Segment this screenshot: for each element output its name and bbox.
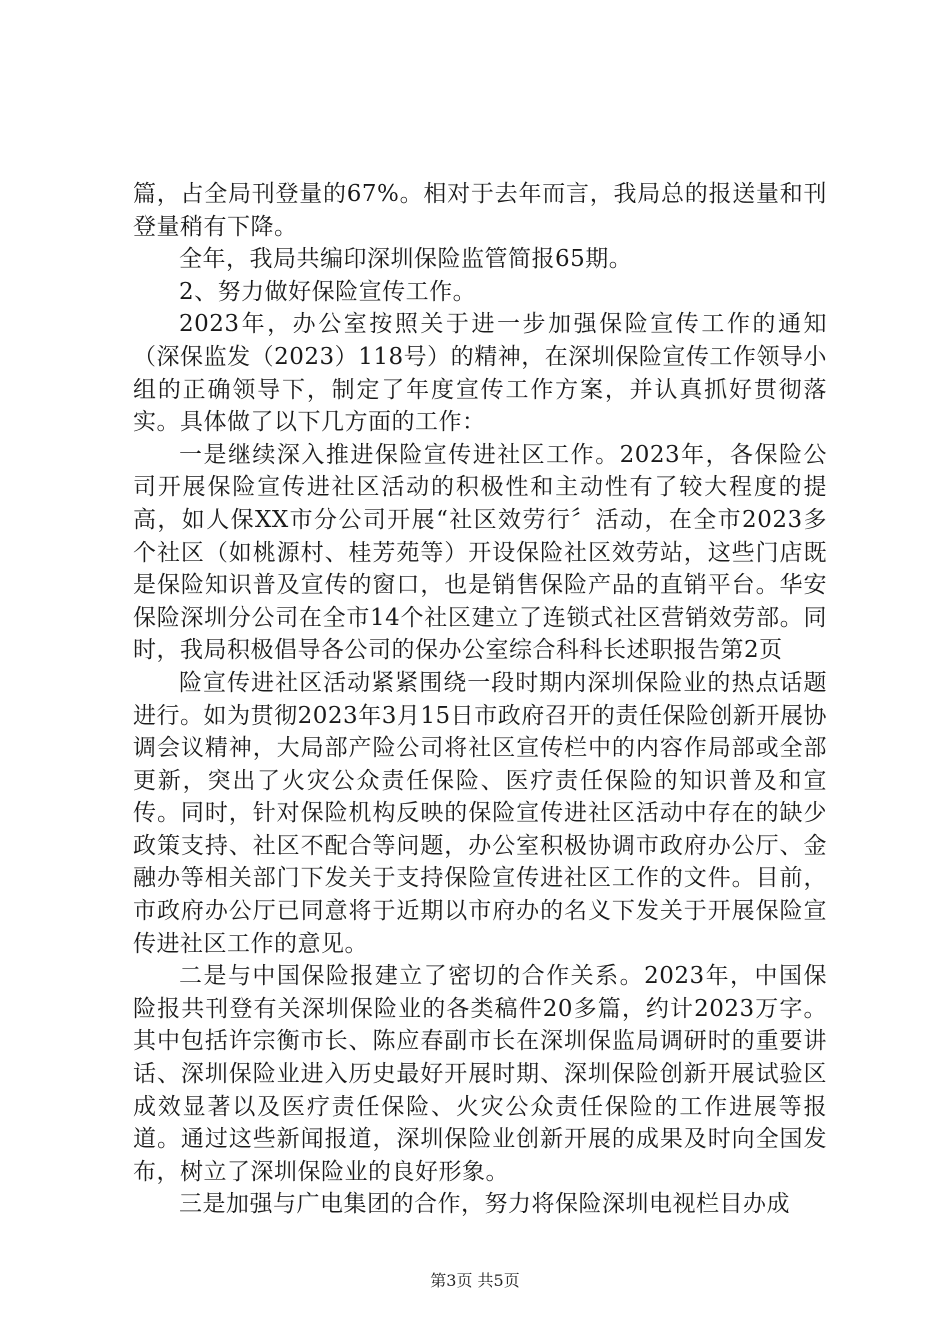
paragraph-community-outreach: 一是继续深入推进保险宣传进社区工作。2023年，各保险公司开展保险宣传进社区活动的积极性和主动性有了较大程度的提高，如人保XX市分公司开展“社区效劳行〞活动，在全市2023多个社区（如桃源村、桂芳苑等）开设保险社区效劳站，这些门店既是保险知识普及宣传的窗口，也是销售保险产品的直销平台。华安保险深圳分公司在全市14个社区建立了连锁式社区营销效劳部。同时，我局积极倡导各公司的保办公室综合科科长述职报告第2页 (133, 441, 827, 664)
paragraph-bulletin-count: 全年，我局共编印深圳保险监管简报65期。 (179, 246, 633, 273)
page-number-footer: 第3页 共5页 (430, 1271, 520, 1290)
paragraph-insurance-newspaper: 二是与中国保险报建立了密切的合作关系。2023年，中国保险报共刊登有关深圳保险业的各类稿件20多篇，约计2023万字。其中包括许宗衡市长、陈应春副市长在深圳保监局调研时的重要讲话、深圳保险业进入历史最好开展时期、深圳保险创新开展试验区成效显著以及医疗责任保险、火灾公众责任保险的工作进展等报道。通过这些新闻报道，深圳保险业创新开展的成果及时向全国发布，树立了深圳保险业的良好形象。 (133, 963, 827, 1185)
paragraph-broadcast-cooperation: 三是加强与广电集团的合作，努力将保险深圳电视栏目办成 (179, 1191, 790, 1218)
paragraph-hot-topics: 险宣传进社区活动紧紧围绕一段时期内深圳保险业的热点话题进行。如为贯彻2023年3月15日市政府召开的责任保险创新开展协调会议精神，大局部产险公司将社区宣传栏中的内容作局部或全部更新，突出了火灾公众责任保险、医疗责任保险的知识普及和宣传。同时，针对保险机构反映的保险宣传进社区活动中存在的缺少政策支持、社区不配合等问题，办公室积极协调市政府办公厅、金融办等相关部门下发关于支持保险宣传进社区工作的文件。目前，市政府办公厅已同意将于近期以市府办的名义下发关于开展保险宣传进社区工作的意见。 (133, 669, 827, 957)
paragraph-continuation: 篇，占全局刊登量的67%。相对于去年而言，我局总的报送量和刊登量稍有下降。 (133, 181, 827, 240)
paragraph-publicity-plan: 2023年，办公室按照关于进一步加强保险宣传工作的通知（深保监发（2023）118号）的精神，在深圳保险宣传工作领导小组的正确领导下，制定了年度宣传工作方案，并认真抓好贯彻落实。具体做了以下几方面的工作： (133, 311, 827, 436)
section-heading: 2、努力做好保险宣传工作。 (179, 278, 477, 305)
document-body (133, 178, 827, 1221)
